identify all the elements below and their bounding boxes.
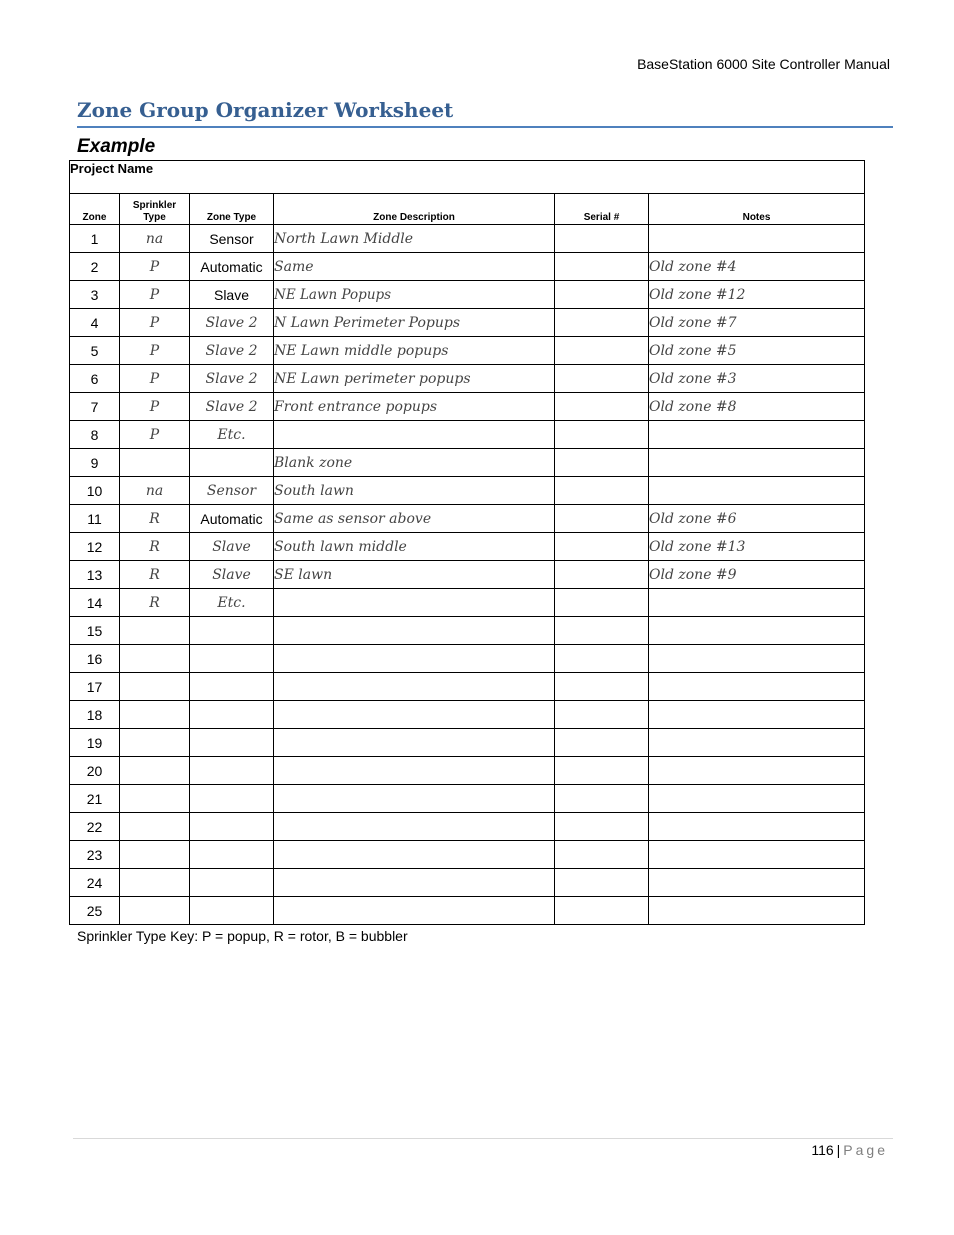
zone-description-cell: South lawn middle [274, 533, 555, 561]
zone-number-cell: 16 [70, 645, 120, 673]
zone-type-cell: Slave 2 [190, 393, 274, 421]
serial-cell [555, 589, 649, 617]
sprinkler-type-cell [120, 673, 190, 701]
notes-cell [649, 449, 865, 477]
table-row [70, 337, 865, 365]
table-row [70, 757, 865, 785]
zone-type-cell [190, 729, 274, 757]
sprinkler-type-cell: P [120, 337, 190, 365]
sprinkler-type-cell: R [120, 533, 190, 561]
col-header-sprinkler-line1: Sprinkler [132, 200, 177, 211]
sprinkler-type-cell: P [120, 393, 190, 421]
zone-type-cell: Slave [190, 281, 274, 309]
zone-number-cell: 8 [70, 421, 120, 449]
zone-type-cell: Slave 2 [190, 365, 274, 393]
table-row [70, 729, 865, 757]
table-body [70, 225, 865, 925]
zone-type-cell: Sensor [190, 225, 274, 253]
sprinkler-type-cell: P [120, 421, 190, 449]
notes-cell [649, 477, 865, 505]
zone-number-cell: 23 [70, 841, 120, 869]
zone-number-cell: 5 [70, 337, 120, 365]
table-row [70, 533, 865, 561]
notes-cell [649, 645, 865, 673]
table-row [70, 365, 865, 393]
zone-description-cell: SE lawn [274, 561, 555, 589]
notes-cell [649, 785, 865, 813]
zone-description-cell [274, 673, 555, 701]
table-row [70, 785, 865, 813]
table-row [70, 701, 865, 729]
sprinkler-type-key: Sprinkler Type Key: P = popup, R = rotor, B = bubbler [77, 928, 408, 944]
notes-cell [649, 841, 865, 869]
zone-description-cell [274, 645, 555, 673]
table-row [70, 617, 865, 645]
zone-number-cell: 10 [70, 477, 120, 505]
zone-number-cell: 1 [70, 225, 120, 253]
footer-separator: | [836, 1142, 841, 1158]
serial-cell [555, 505, 649, 533]
zone-number-cell: 9 [70, 449, 120, 477]
zone-type-cell [190, 785, 274, 813]
zone-description-cell [274, 785, 555, 813]
serial-cell [555, 729, 649, 757]
table-row [70, 841, 865, 869]
zone-number-cell: 11 [70, 505, 120, 533]
zone-description-cell [274, 841, 555, 869]
serial-cell [555, 533, 649, 561]
zone-description-cell [274, 757, 555, 785]
zone-number-cell: 12 [70, 533, 120, 561]
zone-description-cell [274, 701, 555, 729]
zone-description-cell: NE Lawn perimeter popups [274, 365, 555, 393]
sprinkler-type-cell [120, 617, 190, 645]
table-row [70, 673, 865, 701]
table-row [70, 421, 865, 449]
zone-type-cell [190, 701, 274, 729]
notes-cell: Old zone #13 [649, 533, 865, 561]
sprinkler-type-cell [120, 757, 190, 785]
sprinkler-type-cell: R [120, 589, 190, 617]
notes-cell [649, 225, 865, 253]
zone-number-cell: 7 [70, 393, 120, 421]
zone-type-cell: Sensor [190, 477, 274, 505]
table-row [70, 869, 865, 897]
table-row [70, 561, 865, 589]
table-row [70, 813, 865, 841]
sprinkler-type-cell [120, 449, 190, 477]
col-header-zone-type: Zone Type [190, 194, 274, 225]
zone-description-cell [274, 617, 555, 645]
serial-cell [555, 421, 649, 449]
zone-description-cell: Blank zone [274, 449, 555, 477]
zone-description-cell: Front entrance popups [274, 393, 555, 421]
zone-type-cell [190, 813, 274, 841]
table-row [70, 449, 865, 477]
zone-description-cell [274, 729, 555, 757]
zone-description-cell: N Lawn Perimeter Popups [274, 309, 555, 337]
serial-cell [555, 253, 649, 281]
page-title: Zone Group Organizer Worksheet [77, 96, 893, 128]
zone-number-cell: 14 [70, 589, 120, 617]
notes-cell [649, 701, 865, 729]
zone-number-cell: 20 [70, 757, 120, 785]
zone-type-cell: Etc. [190, 589, 274, 617]
table-row [70, 309, 865, 337]
project-name-label: Project Name [70, 161, 865, 194]
serial-cell [555, 281, 649, 309]
serial-cell [555, 449, 649, 477]
notes-cell: Old zone #6 [649, 505, 865, 533]
col-header-sprinkler-type [120, 194, 190, 225]
notes-cell: Old zone #9 [649, 561, 865, 589]
col-header-zone: Zone [70, 194, 120, 225]
zone-type-cell: Automatic [190, 253, 274, 281]
serial-cell [555, 645, 649, 673]
zone-description-cell: South lawn [274, 477, 555, 505]
notes-cell [649, 421, 865, 449]
sprinkler-type-cell [120, 813, 190, 841]
zone-number-cell: 3 [70, 281, 120, 309]
serial-cell [555, 785, 649, 813]
sprinkler-type-cell: P [120, 365, 190, 393]
serial-cell [555, 393, 649, 421]
notes-cell [649, 869, 865, 897]
page-footer [811, 1142, 888, 1158]
sprinkler-type-cell: P [120, 309, 190, 337]
col-header-zone-description: Zone Description [274, 194, 555, 225]
zone-type-cell [190, 617, 274, 645]
table-row [70, 505, 865, 533]
sprinkler-type-cell: R [120, 505, 190, 533]
serial-cell [555, 813, 649, 841]
zone-type-cell [190, 449, 274, 477]
sprinkler-type-cell [120, 701, 190, 729]
notes-cell: Old zone #3 [649, 365, 865, 393]
zone-number-cell: 4 [70, 309, 120, 337]
notes-cell [649, 897, 865, 925]
notes-cell [649, 589, 865, 617]
zone-description-cell: Same [274, 253, 555, 281]
notes-cell: Old zone #4 [649, 253, 865, 281]
page-word: Page [843, 1142, 888, 1158]
serial-cell [555, 617, 649, 645]
zone-type-cell: Etc. [190, 421, 274, 449]
table-header-row [70, 194, 865, 225]
sprinkler-type-cell: P [120, 281, 190, 309]
sprinkler-type-cell [120, 841, 190, 869]
zone-number-cell: 2 [70, 253, 120, 281]
table-row [70, 897, 865, 925]
zone-number-cell: 18 [70, 701, 120, 729]
zone-type-cell: Slave 2 [190, 309, 274, 337]
zone-description-cell: NE Lawn middle popups [274, 337, 555, 365]
serial-cell [555, 561, 649, 589]
serial-cell [555, 673, 649, 701]
notes-cell: Old zone #5 [649, 337, 865, 365]
zone-number-cell: 15 [70, 617, 120, 645]
zone-number-cell: 13 [70, 561, 120, 589]
zone-type-cell [190, 673, 274, 701]
zone-type-cell: Slave [190, 561, 274, 589]
zone-type-cell [190, 841, 274, 869]
zone-worksheet-table [69, 160, 865, 925]
col-header-sprinkler-line2: Type [143, 212, 166, 223]
project-name-row [70, 161, 865, 194]
serial-cell [555, 337, 649, 365]
zone-number-cell: 24 [70, 869, 120, 897]
notes-cell [649, 729, 865, 757]
table-row [70, 589, 865, 617]
serial-cell [555, 757, 649, 785]
table-row [70, 477, 865, 505]
table-row [70, 253, 865, 281]
sprinkler-type-cell [120, 729, 190, 757]
zone-description-cell: Same as sensor above [274, 505, 555, 533]
notes-cell [649, 617, 865, 645]
sprinkler-type-cell [120, 785, 190, 813]
serial-cell [555, 841, 649, 869]
section-subtitle: Example [77, 136, 156, 157]
serial-cell [555, 225, 649, 253]
zone-type-cell [190, 757, 274, 785]
sprinkler-type-cell: na [120, 477, 190, 505]
zone-description-cell [274, 813, 555, 841]
sprinkler-type-cell: P [120, 253, 190, 281]
sprinkler-type-cell [120, 897, 190, 925]
zone-number-cell: 17 [70, 673, 120, 701]
zone-type-cell [190, 897, 274, 925]
running-header: BaseStation 6000 Site Controller Manual [637, 56, 890, 72]
zone-description-cell: North Lawn Middle [274, 225, 555, 253]
table-row [70, 393, 865, 421]
notes-cell [649, 673, 865, 701]
table-row [70, 225, 865, 253]
zone-type-cell: Slave [190, 533, 274, 561]
zone-description-cell [274, 897, 555, 925]
zone-type-cell: Slave 2 [190, 337, 274, 365]
sprinkler-type-cell [120, 645, 190, 673]
col-header-notes: Notes [649, 194, 865, 225]
zone-type-cell: Automatic [190, 505, 274, 533]
table-row [70, 645, 865, 673]
zone-description-cell [274, 869, 555, 897]
zone-number-cell: 22 [70, 813, 120, 841]
zone-number-cell: 25 [70, 897, 120, 925]
zone-description-cell: NE Lawn Popups [274, 281, 555, 309]
zone-type-cell [190, 869, 274, 897]
serial-cell [555, 897, 649, 925]
notes-cell [649, 813, 865, 841]
notes-cell: Old zone #8 [649, 393, 865, 421]
serial-cell [555, 701, 649, 729]
sprinkler-type-cell [120, 869, 190, 897]
notes-cell: Old zone #7 [649, 309, 865, 337]
zone-description-cell [274, 589, 555, 617]
zone-description-cell [274, 421, 555, 449]
notes-cell: Old zone #12 [649, 281, 865, 309]
serial-cell [555, 477, 649, 505]
sprinkler-type-cell: R [120, 561, 190, 589]
serial-cell [555, 869, 649, 897]
page-number: 116 [811, 1142, 834, 1158]
col-header-serial: Serial # [555, 194, 649, 225]
table-row [70, 281, 865, 309]
zone-number-cell: 21 [70, 785, 120, 813]
serial-cell [555, 309, 649, 337]
zone-number-cell: 19 [70, 729, 120, 757]
serial-cell [555, 365, 649, 393]
zone-number-cell: 6 [70, 365, 120, 393]
footer-divider [73, 1138, 893, 1139]
notes-cell [649, 757, 865, 785]
zone-type-cell [190, 645, 274, 673]
sprinkler-type-cell: na [120, 225, 190, 253]
